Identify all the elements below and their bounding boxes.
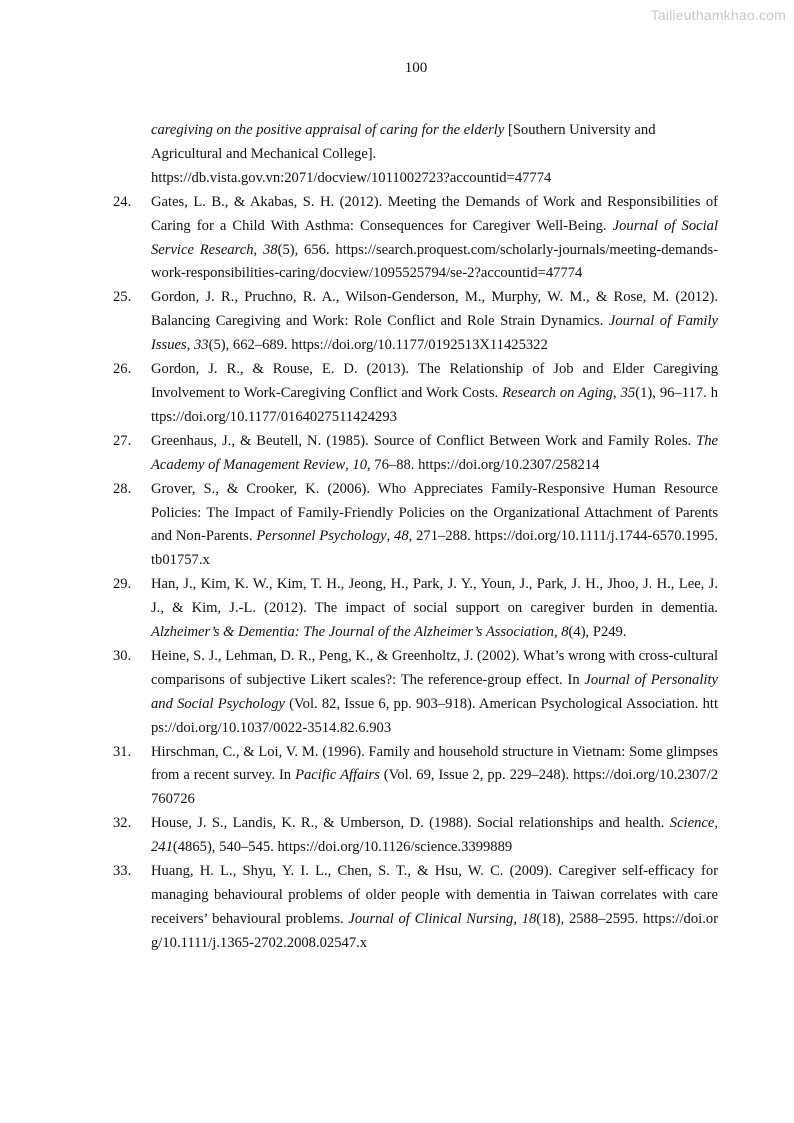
- reference-number: 25.: [113, 289, 132, 306]
- reference-url: https://doi.org/10.1111/j.1365-2702.2008.02547.x: [151, 910, 718, 951]
- reference-journal: Journal of Personality and Social Psychology: [151, 671, 718, 712]
- continuation-rest: [Southern University and Agricultural and Mechanical College].: [151, 122, 656, 162]
- reference-url: https://doi.org/10.1177/0192513X11425322: [291, 337, 548, 354]
- reference-volume: 8: [561, 624, 569, 641]
- reference-volume: 10: [352, 456, 367, 473]
- reference-volume: 35: [620, 384, 636, 401]
- continuation-title: caregiving on the positive appraisal of caring for the elderly: [151, 122, 505, 138]
- reference-number: 24.: [113, 193, 132, 210]
- reference-number: 26.: [113, 361, 132, 378]
- reference-text: Grover, S., & Crooker, K. (2006). Who Appreciates Family-Responsive Human Resource Policies: The Impact of Family-Friendly Policies on the Organizational Attachment of Parents and Non-Parents.: [151, 480, 718, 545]
- reference-number: 29.: [113, 576, 132, 593]
- reference-item: 28. Grover, S., & Crooker, K. (2006). Who Appreciates Family-Responsive Human Resource Policies: The Impact of Family-Friendly Policies on the Organizational Attachment of Parents and Non-Parents. Personnel Psychology, 48, 271–288. https://doi.org/10.1111/j.1744-6570.1995.tb01757.x: [113, 478, 718, 574]
- watermark: Tailieuthamkhao.com: [650, 7, 786, 23]
- reference-number: 31.: [113, 743, 132, 760]
- reference-item: 32. House, J. S., Landis, K. R., & Umberson, D. (1988). Social relationships and health. Science, 241(4865), 540–545. https://doi.org/10.1126/science.3399889: [113, 812, 718, 860]
- reference-volume: 33: [193, 337, 209, 354]
- reference-list: [113, 119, 718, 956]
- reference-continuation: [113, 119, 718, 191]
- reference-journal: Journal of Clinical Nursing: [348, 910, 514, 927]
- reference-text: Huang, H. L., Shyu, Y. I. L., Chen, S. T., & Hsu, W. C. (2009). Caregiver self-efficacy for managing behavioural problems of older people with dementia in Taiwan correlates with care receivers’ behavioural problems.: [151, 863, 718, 927]
- reference-text: Gates, L. B., & Akabas, S. H. (2012). Meeting the Demands of Work and Responsibilities of Caring for a Child With Asthma: Consequences for Caregiver Well-Being.: [151, 193, 718, 234]
- reference-item: 30. Heine, S. J., Lehman, D. R., Peng, K., & Greenholtz, J. (2002). What’s wrong with cross-cultural comparisons of subjective Likert scales?: The reference-group effect. In Journal of Personality and Social Psychology (Vol. 82, Issue 6, pp. 903–918). American Psychological Association. https://doi.org/10.1037/0022-3514.82.6.903: [113, 645, 718, 741]
- reference-volume: 241: [151, 839, 173, 856]
- reference-item: 27. Greenhaus, J., & Beutell, N. (1985). Source of Conflict Between Work and Family Roles. The Academy of Management Review, 10, 76–88. https://doi.org/10.2307/258214: [113, 430, 718, 478]
- reference-url: https://doi.org/10.1177/0164027511424293: [151, 384, 718, 425]
- reference-journal: Alzheimer’s & Dementia: The Journal of the Alzheimer’s Association: [151, 624, 554, 641]
- reference-item: 24. Gates, L. B., & Akabas, S. H. (2012). Meeting the Demands of Work and Responsibilities of Caring for a Child With Asthma: Consequences for Caregiver Well-Being. Journal of Social Service Research, 38(5), 656. https://search.proquest.com/scholarly-journals/meeting-demands-work-responsibilities-caring/docview/1095525794/se-2?accountid=47774: [113, 191, 718, 287]
- page-number: 100: [404, 60, 428, 76]
- reference-url: https://search.proquest.com/scholarly-journals/meeting-demands-work-responsibilities-caring/docview/1095525794/se-2?accountid=47774: [151, 241, 718, 282]
- continuation-url: https://db.vista.gov.vn:2071/docview/1011002723?accountid=47774: [151, 169, 552, 186]
- reference-number: 32.: [113, 815, 132, 832]
- reference-item: 31. Hirschman, C., & Loi, V. M. (1996). Family and household structure in Vietnam: Some glimpses from a recent survey. In Pacific Affairs (Vol. 69, Issue 2, pp. 229–248). https://doi.org/10.2307/2760726: [113, 741, 718, 813]
- reference-item: 29. Han, J., Kim, K. W., Kim, T. H., Jeong, H., Park, J. Y., Youn, J., Park, J. H., Jhoo, J. H., Lee, J. J., & Kim, J.-L. (2012). The impact of social support on caregiver burden in dementia. Alzheimer’s & Dementia: The Journal of the Alzheimer’s Association, 8(4), P249.: [113, 573, 718, 645]
- reference-text: Han, J., Kim, K. W., Kim, T. H., Jeong, H., Park, J. Y., Youn, J., Park, J. H., Jhoo, J. H., Lee, J. J., & Kim, J.-L. (2012). The impact of social support on caregiver burden in dementia.: [151, 576, 718, 617]
- reference-url: https://doi.org/10.1037/0022-3514.82.6.903: [151, 695, 718, 736]
- reference-number: 33.: [113, 863, 132, 880]
- reference-item: 25. Gordon, J. R., Pruchno, R. A., Wilson-Genderson, M., Murphy, W. M., & Rose, M. (2012). Balancing Caregiving and Work: Role Conflict and Role Strain Dynamics. Journal of Family Issues, 33(5), 662–689. https://doi.org/10.1177/0192513X11425322: [113, 286, 718, 358]
- reference-volume: 38: [262, 241, 278, 258]
- reference-journal: Journal of Social Service Research: [151, 217, 719, 258]
- reference-journal: Personnel Psychology: [256, 528, 387, 545]
- reference-number: 28.: [113, 480, 132, 497]
- reference-text: House, J. S., Landis, K. R., & Umberson, D. (1988). Social relationships and health.: [151, 815, 670, 832]
- reference-number: 27.: [113, 432, 132, 449]
- reference-url: https://doi.org/10.1126/science.3399889: [277, 839, 513, 856]
- reference-journal: Journal of Family Issues: [151, 313, 719, 354]
- reference-journal: Research on Aging: [502, 384, 614, 401]
- reference-text: Heine, S. J., Lehman, D. R., Peng, K., & Greenholtz, J. (2002). What’s wrong with cross-cultural comparisons of subjective Likert scales?: The reference-group effect. In: [151, 647, 718, 688]
- reference-text: Hirschman, C., & Loi, V. M. (1996). Family and household structure in Vietnam: Some glimpses from a recent survey. In: [151, 743, 718, 784]
- reference-text: Greenhaus, J., & Beutell, N. (1985). Source of Conflict Between Work and Family Roles.: [151, 432, 697, 449]
- reference-item: 33. Huang, H. L., Shyu, Y. I. L., Chen, S. T., & Hsu, W. C. (2009). Caregiver self-efficacy for managing behavioural problems of older people with dementia in Taiwan correlates with care receivers’ behavioural problems. Journal of Clinical Nursing, 18(18), 2588–2595. https://doi.org/10.1111/j.1365-2702.2008.02547.x: [113, 860, 718, 956]
- reference-url: https://doi.org/10.1111/j.1744-6570.1995.tb01757.x: [151, 528, 719, 569]
- reference-number: 30.: [113, 647, 132, 664]
- reference-url: https://doi.org/10.2307/258214: [418, 456, 600, 473]
- reference-volume: 48: [394, 528, 409, 545]
- reference-text: Gordon, J. R., & Rouse, E. D. (2013). The Relationship of Job and Elder Caregiving Involvement to Work-Caregiving Conflict and Work Costs.: [151, 361, 718, 401]
- reference-url: https://doi.org/10.2307/2760726: [151, 767, 718, 808]
- reference-volume: 18: [521, 910, 537, 927]
- reference-text: Gordon, J. R., Pruchno, R. A., Wilson-Genderson, M., Murphy, W. M., & Rose, M. (2012). Balancing Caregiving and Work: Role Conflict and Role Strain Dynamics.: [151, 289, 718, 330]
- reference-item: 26. Gordon, J. R., & Rouse, E. D. (2013). The Relationship of Job and Elder Caregiving Involvement to Work-Caregiving Conflict and Work Costs. Research on Aging, 35(1), 96–117. https://doi.org/10.1177/0164027511424293: [113, 358, 718, 430]
- reference-journal: The Academy of Management Review: [151, 432, 718, 473]
- reference-journal: Science: [669, 815, 715, 832]
- reference-journal: Pacific Affairs: [295, 767, 380, 784]
